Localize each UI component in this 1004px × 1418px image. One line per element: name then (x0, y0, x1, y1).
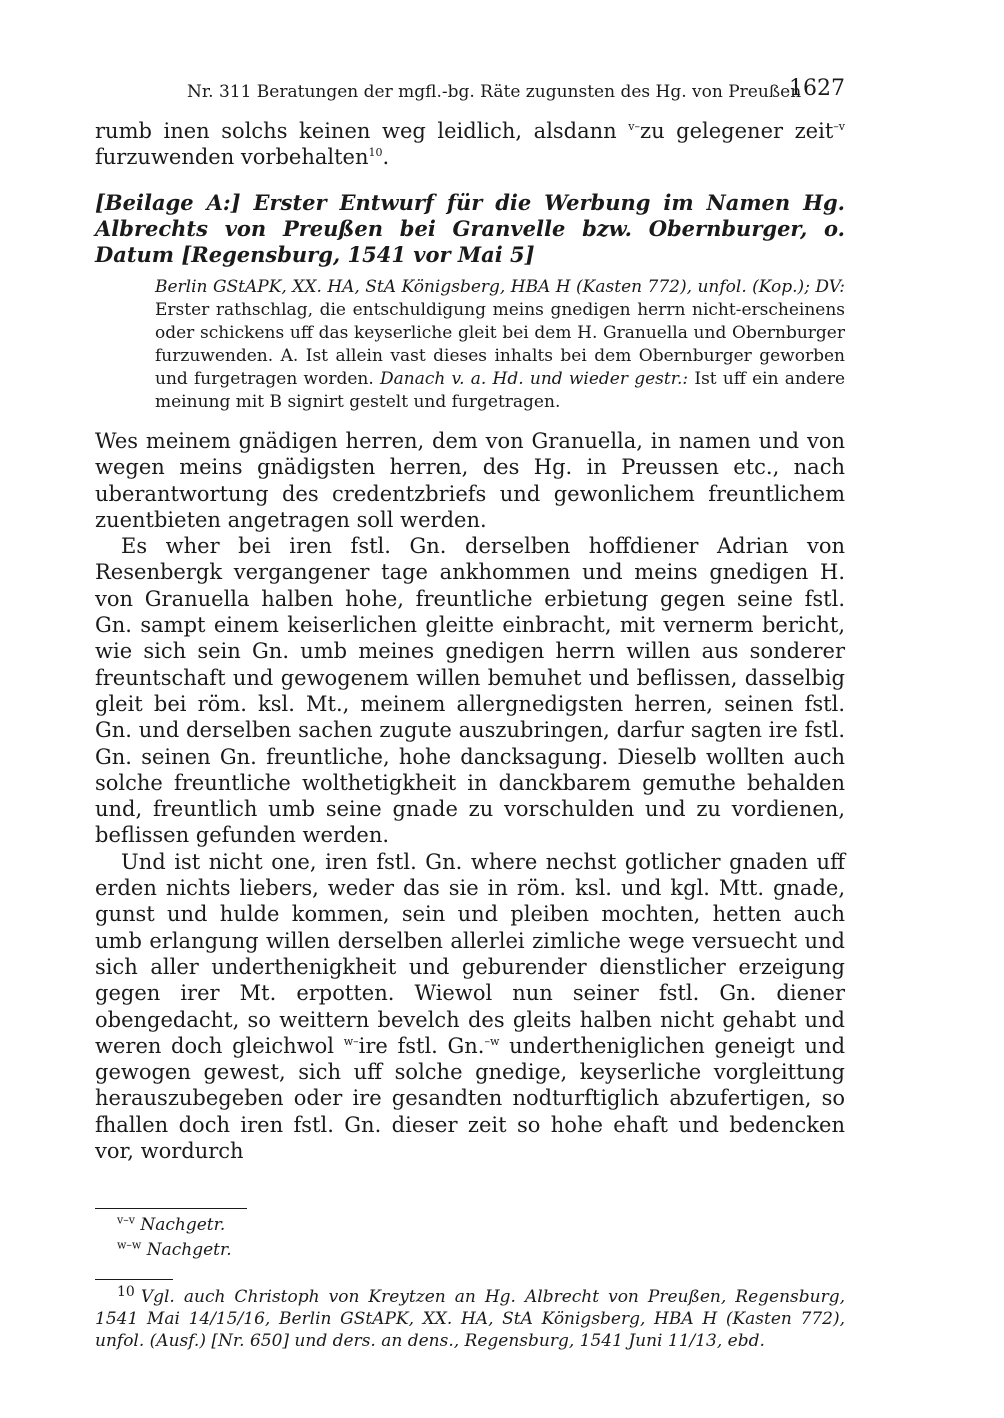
apparatus-entry (117, 1238, 845, 1263)
inserted-text-w: ire fstl. Gn. (358, 1033, 485, 1058)
apparatus-note: Nachgetr. (146, 1240, 232, 1261)
body-p3-text: Und ist nicht one, iren fstl. Gn. where nechst gotlicher gnaden uff erden nichts liebers, weder das sie in röm. ksl. und kgl. Mtt. gnade, gunst und hulde kommen, sein und pleiben mochten, hetten auch umb erlangung willen derselben allerlei zimliche wege versuecht und sich aller underthenigkheit und geburender dienstlicher erzeigung gegen irer Mt. erpotten. Wiewol nun seiner fstl. Gn. diener obengedacht, so weittern bevelch des gleits halben nicht gehabt und weren doch gleichwol (95, 849, 845, 1058)
document-body (95, 428, 845, 1164)
apparatus-entry (117, 1213, 845, 1238)
document-heading: [Beilage A:] Erster Entwurf für die Werbung im Namen Hg. Albrechts von Preußen bei Granvelle bzw. Obernburger, o. Datum [Regensburg, 1541 vor Mai 5] (95, 190, 845, 267)
continuation-period: . (382, 145, 390, 169)
footnote-text: Vgl. auch Christoph von Kreytzen an Hg. Albrecht von Preußen, Regensburg, 1541 Mai 14/15/16, Berlin GStAPK, XX. HA, StA Königsberg, HBA H (Kasten 772), unfol. (Ausf.) [Nr. 650] und ders. an dens., Regensburg, 1541 Juni 11/13, ebd. (95, 1287, 845, 1352)
source-note (155, 276, 845, 414)
running-header (95, 74, 845, 104)
source-archive: Berlin GStAPK, XX. HA, StA Königsberg, HBA H (Kasten 772), unfol. (Kop.); DV: (155, 277, 845, 297)
continuation-text: rumb inen solchs keinen weg leidlich, alsdann (95, 119, 629, 143)
apparatus-mark: v–v (117, 1213, 135, 1227)
apparatus-mark-v-close: –v (833, 120, 845, 133)
continuation-text-end: furzuwenden vorbehalten (95, 145, 369, 169)
inserted-text-v: zu gelegener zeit (640, 119, 834, 143)
footnote-10 (95, 1283, 845, 1352)
source-dv-text: Erster rathschlag, die entschuldigung meins gnedigen herrn nicht-erscheinens oder schickens uff das keyserliche gleit bei dem H. Granuella und Obernburger furzuwenden. A. Ist allein vast dieses inhalts bei dem Obernburger geworben und furgetragen worden. (155, 300, 845, 389)
body-p3-text-end: undertheniglichen geneigt und gewogen gewest, sich uff solche gnedige, keyserliche vorgleittung herauszubegeben oder ire gesandten nodturftiglich abzufertigen, so fhallen doch iren fstl. Gn. dieser zeit so hohe ehaft und bedencken vor, wordurch (95, 1033, 846, 1164)
text-apparatus (117, 1213, 845, 1263)
apparatus-mark: w–w (117, 1238, 142, 1252)
source-editor-note: Danach v. a. Hd. und wieder gestr.: (379, 369, 689, 389)
continuation-paragraph (95, 118, 845, 170)
footnote-number: 10 (117, 1283, 135, 1300)
document-page (95, 74, 845, 1352)
apparatus-mark-w-open: w– (343, 1034, 359, 1048)
apparatus-divider (95, 1208, 247, 1209)
body-paragraph-1: Wes meinem gnädigen herren, dem von Granuella, in namen und von wegen meins gnädigsten herren, des Hg. in Preussen etc., nach uberantwortung des credentzbriefs und gewonlichem freuntlichem zuentbieten angetragen soll werden. (95, 429, 845, 532)
body-paragraph-3 (95, 849, 845, 1165)
apparatus-note: Nachgetr. (140, 1215, 226, 1236)
apparatus-mark-w-close: –w (484, 1034, 500, 1048)
header-title: Nr. 311 Beratungen der mgfl.-bg. Räte zugunsten des Hg. von Preußen (187, 82, 802, 102)
page-number: 1627 (789, 76, 845, 101)
body-paragraph-2: Es wher bei iren fstl. Gn. derselben hoffdiener Adrian von Resenbergk vergangener tage ankhommen und meins gnedigen H. von Granuella halben hohe, freuntliche erbietung gegen seine fstl. Gn. sampt einem keiserlichen gleitte einbracht, mit vernerm bericht, wie sich sein Gn. umb meines gnedigen herrn willen aus sonderer freuntschaft und gewogenem willen bemuhet und beflissen, dasselbig gleit bei röm. ksl. Mt., meinem allergnedigsten herren, seinen fstl. Gn. und derselben sachen zugute auszubringen, darfur sagten ire fstl. Gn. seinen Gn. freuntliche, hohe dancksagung. Dieselb wollten auch solche freuntliche wolthetigkheit in danckbarem gemuthe behalden und, freuntlich umb seine gnade zu vorschulden und zu vordienen, beflissen gefunden werden. (95, 534, 845, 848)
source-note-text: Ist uff ein andere meinung mit B signirt gestelt und furgetragen. (155, 369, 846, 412)
apparatus-mark-v-open: v– (628, 120, 640, 133)
footnote-divider (95, 1279, 173, 1280)
footnote-ref-10: 10 (368, 146, 383, 159)
